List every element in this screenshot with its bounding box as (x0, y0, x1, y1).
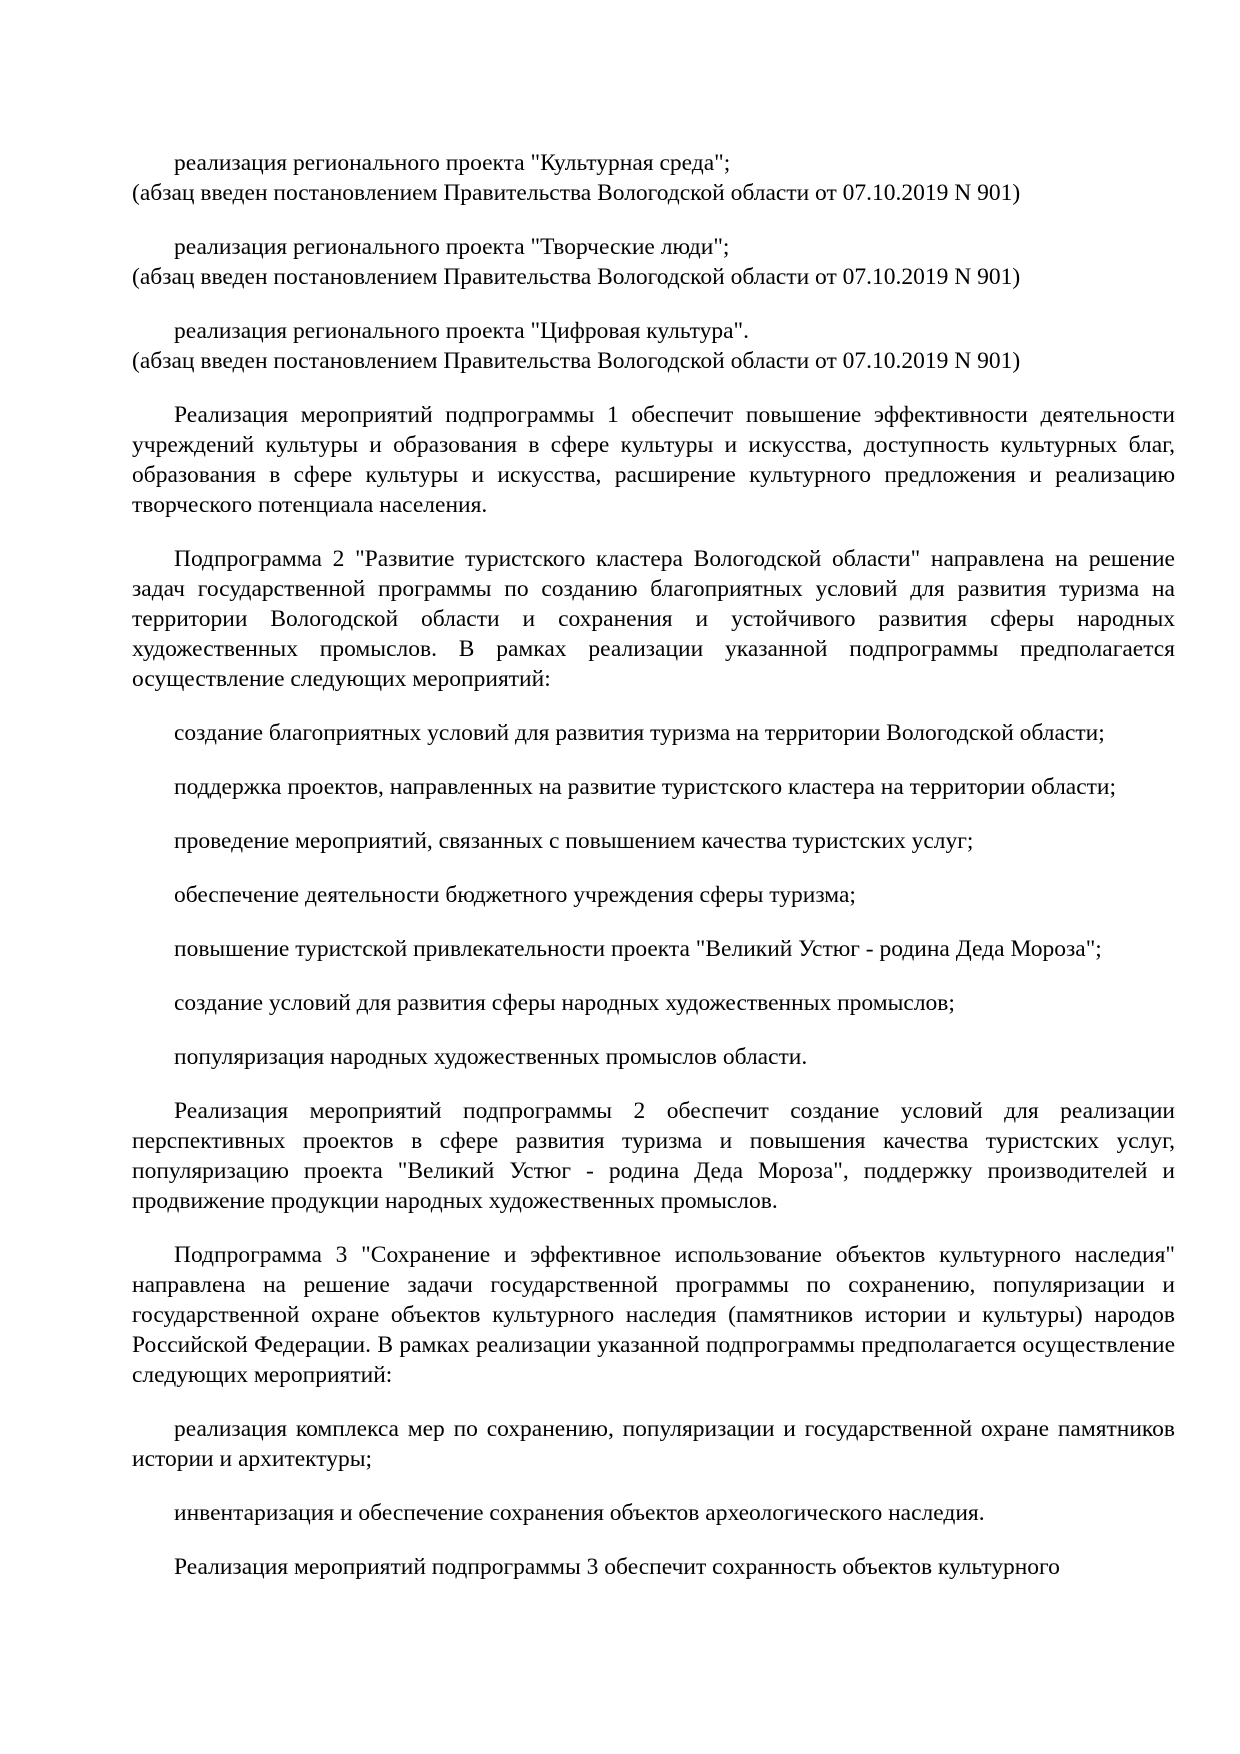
paragraph-list-item: поддержка проектов, направленных на развитие туристского кластера на территории области; (174, 774, 1117, 800)
document-body (132, 148, 1175, 1606)
amendment-note: (абзац введен постановлением Правительства Вологодской области от 07.10.2019 N 901) (132, 264, 1021, 290)
paragraph: Реализация мероприятий подпрограммы 2 обеспечит создание условий для реализации перспективных проектов в сфере развития туризма и повышения качества туристских услуг, популяризацию проекта "Великий Устюг - родина Деда Мороза", поддержку производителей и продвижение продукции народных художественных промыслов. (132, 1098, 1175, 1214)
amendment-note: (абзац введен постановлением Правительства Вологодской области от 07.10.2019 N 901) (132, 180, 1021, 206)
paragraph-list-item: популяризация народных художественных промыслов области. (174, 1044, 808, 1070)
paragraph: Реализация мероприятий подпрограммы 3 обеспечит сохранность объектов культурного (174, 1554, 1060, 1580)
paragraph-list-item: реализация регионального проекта "Цифровая культура". (174, 318, 750, 344)
paragraph-list-item: инвентаризация и обеспечение сохранения объектов археологического наследия. (174, 1500, 985, 1526)
paragraph-list-item: реализация комплекса мер по сохранению, популяризации и государственной охране памятников истории и архитектуры; (132, 1416, 1175, 1472)
paragraph-list-item: реализация регионального проекта "Творческие люди"; (174, 234, 730, 260)
paragraph-list-item: реализация регионального проекта "Культурная среда"; (174, 150, 731, 176)
paragraph: Реализация мероприятий подпрограммы 1 обеспечит повышение эффективности деятельности учреждений культуры и образования в сфере культуры и искусства, доступность культурных благ, образования в сфере культуры и искусства, расширение культурного предложения и реализацию творческого потенциала населения. (132, 402, 1175, 518)
paragraph-list-item: создание благоприятных условий для развития туризма на территории Вологодской области; (174, 720, 1105, 746)
paragraph: Подпрограмма 3 "Сохранение и эффективное использование объектов культурного наследия" направлена на решение задачи государственной программы по сохранению, популяризации и государственной охране объектов культурного наследия (памятников истории и культуры) народов Российской Федерации. В рамках реализации указанной подпрограммы предполагается осуществление следующих мероприятий: (132, 1242, 1175, 1388)
amendment-note: (абзац введен постановлением Правительства Вологодской области от 07.10.2019 N 901) (132, 348, 1021, 374)
paragraph: Подпрограмма 2 "Развитие туристского кластера Вологодской области" направлена на решение задач государственной программы по созданию благоприятных условий для развития туризма на территории Вологодской области и сохранения и устойчивого развития сферы народных художественных промыслов. В рамках реализации указанной подпрограммы предполагается осуществление следующих мероприятий: (132, 546, 1175, 692)
paragraph-list-item: повышение туристской привлекательности проекта "Великий Устюг - родина Деда Мороза"; (174, 936, 1102, 962)
paragraph-list-item: обеспечение деятельности бюджетного учреждения сферы туризма; (174, 882, 856, 908)
paragraph-list-item: проведение мероприятий, связанных с повышением качества туристских услуг; (174, 828, 974, 854)
paragraph-list-item: создание условий для развития сферы народных художественных промыслов; (174, 990, 955, 1016)
